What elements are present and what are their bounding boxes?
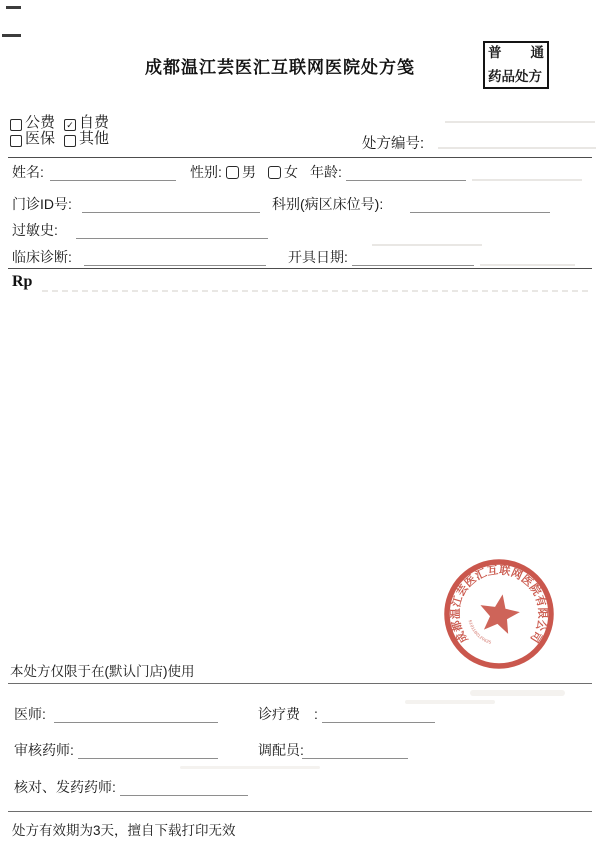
check-dispense-label: 核对、发药药师: (14, 779, 116, 795)
scan-artifact (472, 179, 582, 181)
name-field-line (50, 166, 176, 181)
page-title: 成都温江芸医汇互联网医院处方笺 (145, 58, 415, 77)
review-pharmacist-label: 审核药师: (14, 742, 74, 758)
scan-artifact (6, 6, 21, 9)
seal-star-icon (476, 591, 522, 635)
checkbox-female (268, 166, 281, 179)
store-notice: 本处方仅限于在(默认门店)使用 (10, 664, 195, 679)
rx-type-char-left: 普 (488, 45, 502, 60)
scan-artifact (180, 766, 320, 769)
seal-company-name: 成都温江芸医汇互联网医院有限公司 (449, 564, 549, 645)
department-label: 科别(病区床位号): (272, 196, 384, 212)
male-label: 男 (242, 164, 256, 180)
label-self-pay: 自费 (79, 114, 110, 131)
scan-artifact (405, 700, 495, 704)
checkbox-medical-insurance (10, 135, 22, 147)
validity-note: 处方有效期为3天，擅自下载打印无效 (12, 823, 236, 838)
rx-type-line1 (488, 45, 544, 60)
diagnosis-field-line (84, 251, 266, 266)
seal-serial-number: 5101180120625 (467, 619, 493, 645)
dispenser-label: 调配员: (258, 742, 304, 758)
scan-artifact (470, 690, 565, 696)
scan-artifact (445, 121, 595, 123)
checkbox-male (226, 166, 239, 179)
check-icon: ✓ (66, 119, 74, 130)
check-dispense-field-line (120, 781, 248, 796)
scan-artifact (2, 34, 21, 37)
fee-label: 诊疗费 : (258, 706, 318, 722)
scan-artifact (480, 264, 575, 266)
dispenser-field-line (302, 744, 408, 759)
allergy-label: 过敏史: (12, 222, 58, 238)
company-seal (439, 554, 559, 674)
outpatient-id-field-line (82, 198, 260, 213)
diagnosis-label: 临床诊断: (12, 249, 72, 265)
label-public-expense: 公费 (25, 114, 56, 131)
age-label: 年龄: (310, 164, 342, 180)
issue-date-label: 开具日期: (288, 249, 348, 265)
section-divider-3 (8, 683, 592, 684)
rx-type-stamp-box (483, 41, 549, 89)
label-other: 其他 (79, 130, 110, 147)
section-divider-2 (8, 268, 592, 269)
outpatient-id-label: 门诊ID号: (12, 196, 72, 212)
rp-label: Rp (12, 273, 33, 290)
rx-type-line2: 药品处方 (488, 69, 542, 84)
gender-label: 性别: (190, 164, 222, 180)
scan-artifact (42, 290, 588, 292)
physician-label: 医师: (14, 706, 46, 722)
female-label: 女 (284, 164, 298, 180)
name-label: 姓名: (12, 164, 44, 180)
checkbox-self-pay (64, 119, 76, 131)
rx-number-label: 处方编号: (362, 136, 425, 152)
review-pharmacist-field-line (78, 744, 218, 759)
section-divider-1 (8, 157, 592, 158)
allergy-field-line (76, 224, 268, 239)
scan-artifact (438, 147, 596, 149)
checkbox-other (64, 135, 76, 147)
department-field-line (410, 198, 550, 213)
rx-type-char-right: 通 (530, 45, 544, 60)
physician-field-line (54, 708, 218, 723)
scan-artifact (372, 244, 482, 246)
checkbox-public-expense (10, 119, 22, 131)
issue-date-field-line (352, 251, 474, 266)
section-divider-4 (8, 811, 592, 812)
fee-field-line (322, 708, 435, 723)
age-field-line (346, 166, 466, 181)
label-medical-insurance: 医保 (25, 130, 56, 147)
